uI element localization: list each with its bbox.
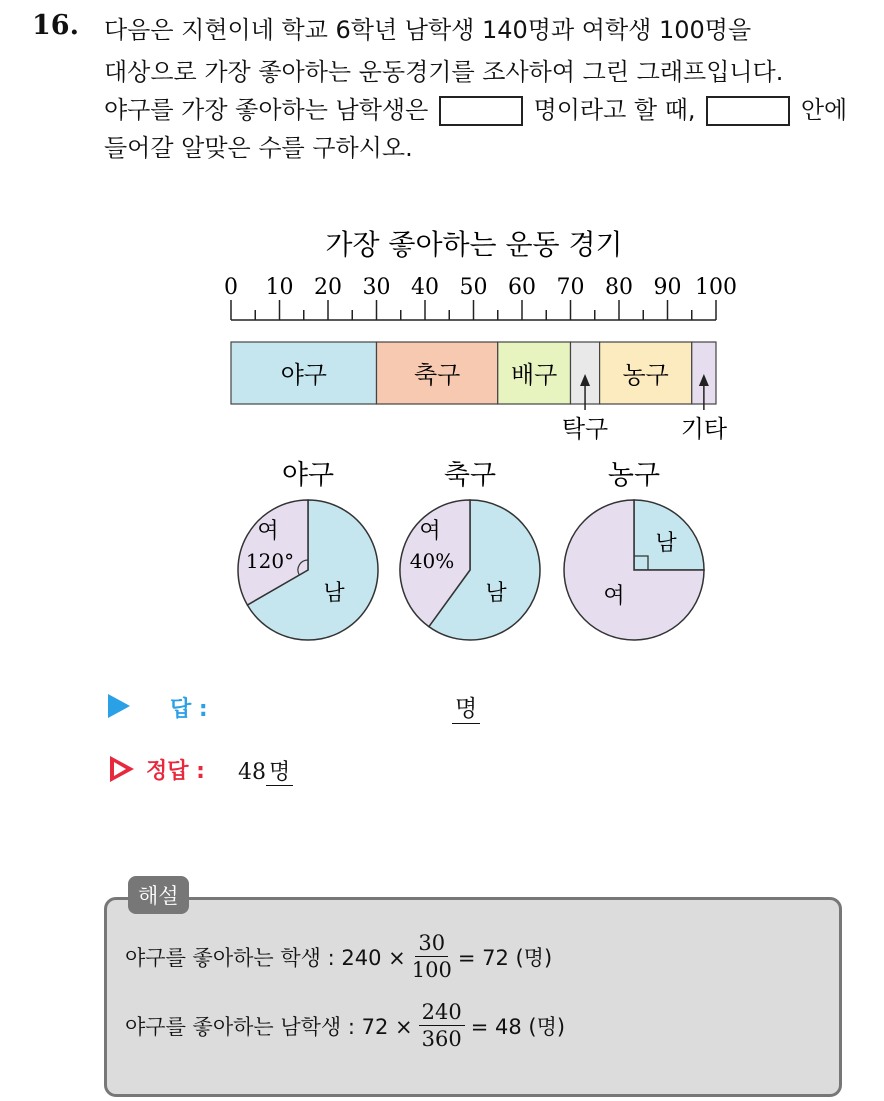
fraction-1 (412, 932, 452, 981)
question-line-3c: 안에 (800, 96, 848, 124)
bar-chart-title: 가장 좋아하는 운동 경기 (325, 228, 623, 261)
bar-tick-label: 60 (508, 275, 536, 300)
explanation-line-2-prefix: 야구를 좋아하는 남학생 : 72 × (125, 1014, 413, 1039)
explanation-line-1 (125, 932, 552, 981)
bar-tick-label: 20 (314, 275, 342, 300)
pie-label-female: 여 (419, 519, 441, 544)
bar-tick-label: 40 (411, 275, 439, 300)
pie-title: 농구 (607, 460, 661, 491)
pie-label-male: 남 (485, 581, 507, 606)
bar-segment-label: 야구 (280, 361, 327, 389)
bar-segment-label: 축구 (413, 361, 461, 389)
bar-tick-label: 30 (362, 275, 391, 300)
pie-label-female: 여 (257, 519, 279, 544)
explanation-line-1-prefix: 야구를 좋아하는 학생 : 240 × (125, 945, 406, 970)
bar-tick-label: 100 (695, 275, 737, 300)
pie-title: 야구 (281, 460, 335, 491)
bar-segment-label: 농구 (622, 361, 669, 389)
explanation-line-2-suffix: = 48 (명) (470, 1014, 566, 1039)
correct-answer-unit: 명 (266, 760, 293, 786)
callout-label: 탁구 (561, 415, 609, 443)
explanation-box (104, 897, 842, 1097)
callout-label: 기타 (680, 415, 728, 443)
question-line-4: 들어갈 알맞은 수를 구하시오. (104, 134, 413, 162)
bar-tick-label: 0 (224, 275, 238, 300)
question-line-2: 대상으로 가장 좋아하는 운동경기를 조사하여 그린 그래프입니다. (104, 58, 784, 86)
fraction-2 (419, 1001, 465, 1050)
answer-unit: 명 (452, 690, 480, 724)
correct-answer (238, 755, 293, 786)
pie-title: 축구 (443, 460, 497, 491)
pie-chart-1 (238, 460, 378, 640)
question-number: 16. (32, 10, 79, 41)
pie-chart-3 (564, 460, 704, 640)
bar-segment-label: 배구 (510, 361, 558, 389)
explanation-line-2 (125, 1001, 565, 1050)
answer-label: 답 : (170, 697, 208, 722)
correct-answer-arrow-icon (110, 756, 134, 782)
fraction-1-numerator: 30 (415, 932, 448, 957)
bar-tick-label: 90 (653, 275, 682, 300)
bar-tick-label: 10 (265, 275, 294, 300)
question-line-1: 다음은 지현이네 학교 6학년 남학생 140명과 여학생 100명을 (104, 16, 752, 44)
correct-answer-label: 정답 : (146, 759, 205, 784)
pie-annotation: 40% (409, 549, 455, 573)
answer-arrow-icon (108, 694, 130, 718)
fraction-1-denominator: 100 (411, 958, 452, 983)
question-line-3a: 야구를 가장 좋아하는 남학생은 (104, 96, 429, 124)
pie-chart-2 (400, 460, 540, 640)
bar-tick-label: 50 (459, 275, 488, 300)
explanation-tag: 해설 (128, 876, 189, 914)
pie-annotation: 120° (245, 549, 295, 573)
pie-label-male: 남 (655, 531, 677, 556)
bar-tick-label: 80 (605, 275, 633, 300)
fraction-2-denominator: 360 (421, 1027, 462, 1052)
fraction-2-numerator: 240 (419, 1001, 465, 1026)
pie-label-male: 남 (323, 581, 345, 606)
pie-label-female: 여 (603, 584, 625, 609)
bar-tick-label: 70 (556, 275, 585, 300)
explanation-line-1-suffix: = 72 (명) (457, 945, 553, 970)
question-line-3b: 명이라고 할 때, (533, 96, 696, 124)
correct-answer-value: 48 (238, 760, 266, 785)
